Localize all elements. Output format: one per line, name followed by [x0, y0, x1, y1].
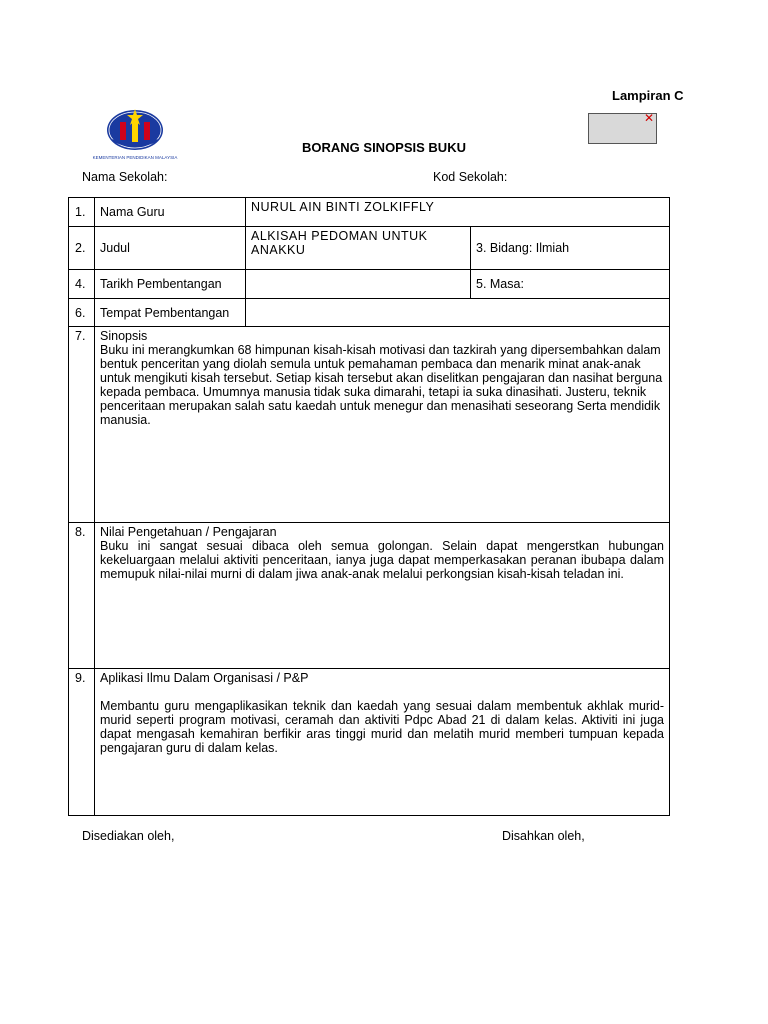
value-tempat-pembentangan[interactable]	[246, 299, 670, 327]
value-nama-guru[interactable]: NURUL AIN BINTI ZOLKIFFLY	[246, 198, 670, 227]
form-title	[0, 140, 768, 155]
aplikasi-cell[interactable]	[95, 669, 670, 816]
disediakan-label: Disediakan oleh,	[82, 829, 175, 843]
row-number: 7.	[69, 327, 95, 523]
label-bidang[interactable]: 3. Bidang: Ilmiah	[471, 227, 670, 270]
disahkan-label: Disahkan oleh,	[502, 829, 585, 843]
sinopsis-text: Buku ini merangkumkan 68 himpunan kisah-kisah motivasi dan tazkirah yang dipersembahkan dalam bentuk penceritan yang diolah semula untuk pemahaman pembaca dan menarik minat anak-anak untuk mengikuti kisah tersebut. Setiap kisah tersebut akan diselitkan pengajaran dan nasihat berguna kepada pembaca. Umumnya manusia tidak suka dimarahi, tetapi ia suka dinasihati. Justeru, teknik penceritaan merupakan salah satu kaedah untuk menegur dan menasihati seseorang Serta mendidik manusia.	[100, 343, 663, 427]
label-nilai-pengetahuan: Nilai Pengetahuan / Pengajaran	[100, 525, 277, 539]
row-number: 6.	[69, 299, 95, 327]
label-judul: Judul	[95, 227, 246, 270]
row-number: 8.	[69, 523, 95, 669]
label-tempat-pembentangan: Tempat Pembentangan	[95, 299, 246, 327]
nilai-cell[interactable]	[95, 523, 670, 669]
sinopsis-cell[interactable]	[95, 327, 670, 523]
row-nilai	[69, 523, 670, 669]
row-judul	[69, 227, 670, 270]
form-title-text: BORANG SINOPSIS BUKU	[302, 140, 466, 155]
synopsis-form-table	[68, 197, 670, 816]
label-nama-guru: Nama Guru	[95, 198, 246, 227]
row-tempat	[69, 299, 670, 327]
aplikasi-text: Membantu guru mengaplikasikan teknik dan kaedah yang sesuai dalam membentuk akhlak murid-murid seperti program motivasi, ceramah dan aktiviti Pdpc Abad 21 di dalam kelas. Aktiviti ini juga dapat mengasah kemahiran berfikir aras tinggi murid dan melatih murid memberi tumpuan kepada pengajaran guru di dalam kelas.	[100, 699, 664, 755]
nilai-text: Buku ini sangat sesuai dibaca oleh semua golongan. Selain dapat mengerstkan hubungan kekeluargaan melalui aktiviti penceritaan, ianya juga dapat memperkasakan peranan ibubapa dalam memupuk nilai-nilai murni di dalam jiwa anak-anak melalui perkongsian kisah-kisah teladan ini.	[100, 539, 664, 581]
kod-sekolah-label: Kod Sekolah:	[433, 170, 508, 184]
row-number: 1.	[69, 198, 95, 227]
row-number: 4.	[69, 270, 95, 299]
nama-sekolah-label: Nama Sekolah:	[82, 170, 168, 184]
row-nama-guru	[69, 198, 670, 227]
value-tarikh-pembentangan[interactable]	[246, 270, 471, 299]
value-judul[interactable]: ALKISAH PEDOMAN UNTUK ANAKKU	[246, 227, 471, 270]
label-tarikh-pembentangan: Tarikh Pembentangan	[95, 270, 246, 299]
label-sinopsis: Sinopsis	[100, 329, 148, 343]
row-sinopsis	[69, 327, 670, 523]
label-masa[interactable]: 5. Masa:	[471, 270, 670, 299]
row-number: 9.	[69, 669, 95, 816]
lampiran-label: Lampiran C	[612, 88, 684, 103]
row-aplikasi	[69, 669, 670, 816]
row-number: 2.	[69, 227, 95, 270]
row-tarikh	[69, 270, 670, 299]
logo-text: KEMENTERIAN PENDIDIKAN MALAYSIA	[92, 155, 178, 160]
label-aplikasi-ilmu: Aplikasi Ilmu Dalam Organisasi / P&P	[100, 671, 309, 685]
broken-image-icon: ✕	[643, 111, 654, 125]
